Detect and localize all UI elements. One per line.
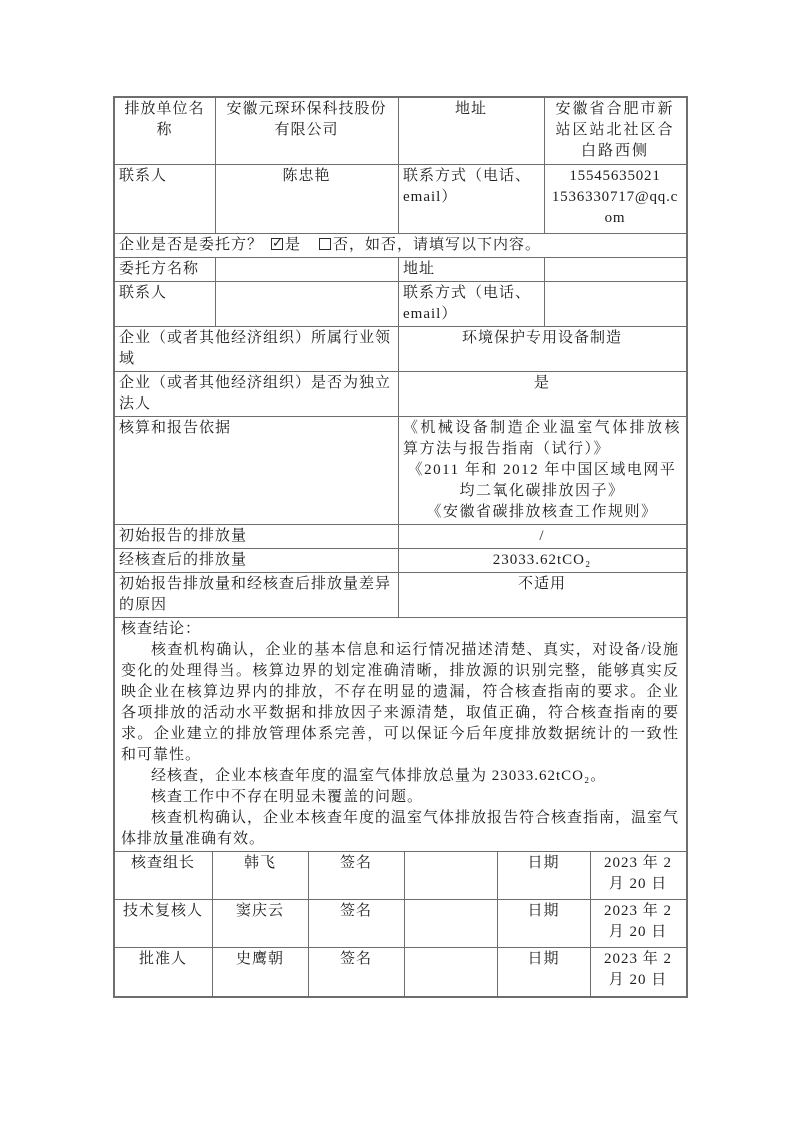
table-row-verified-emissions bbox=[115, 549, 686, 573]
contact-method-value bbox=[545, 165, 686, 233]
conclusion-cell bbox=[115, 618, 686, 851]
basis-value bbox=[399, 417, 686, 524]
client-contact-label: 联系人 bbox=[115, 282, 216, 326]
independent-legal-value: 是 bbox=[533, 375, 550, 391]
signature-date-value: 2023 年 2 月 20 日 bbox=[603, 951, 672, 988]
signature-role: 核查组长 bbox=[115, 852, 213, 899]
signature-role: 批准人 bbox=[115, 948, 213, 996]
conclusion-paragraph: 核查工作中不存在明显未覆盖的问题。 bbox=[151, 789, 424, 805]
unit-address-label: 地址 bbox=[399, 98, 545, 164]
table-row-signature-leader bbox=[115, 852, 686, 900]
basis-item: 《2011 年和 2012 年中国区域电网平均二氧化碳排放因子》 bbox=[407, 462, 677, 499]
conclusion-paragraph: 核查机构确认，企业本核查年度的温室气体排放报告符合核查指南，温室气体排放量准确有效。 bbox=[121, 810, 680, 847]
table-row-client-name bbox=[115, 258, 686, 282]
table-row-conclusion bbox=[115, 618, 686, 852]
conclusion-paragraph: 经核查，企业本核查年度的温室气体排放总量为 23033.62tCO₂。 bbox=[151, 768, 607, 784]
basis-item: 《机械设备制造企业温室气体排放核算方法与报告指南（试行）》 bbox=[403, 420, 681, 457]
contact-email: 1536330717@qq.com bbox=[551, 189, 679, 226]
signature-date-label: 日期 bbox=[498, 852, 591, 899]
signature-name: 韩飞 bbox=[213, 852, 309, 899]
contact-name: 陈忠艳 bbox=[216, 165, 399, 233]
delegation-question-cell bbox=[115, 234, 686, 257]
contact-phone: 15545635021 bbox=[569, 168, 661, 184]
table-row-delegation-question bbox=[115, 234, 686, 258]
table-row-independent-legal bbox=[115, 372, 686, 417]
industry-label: 企业（或者其他经济组织）所属行业领域 bbox=[115, 327, 399, 371]
industry-value: 环境保护专用设备制造 bbox=[461, 330, 622, 346]
verification-info-table bbox=[113, 96, 688, 998]
signature-date-value: 2023 年 2 月 20 日 bbox=[603, 855, 672, 892]
unit-name-label: 排放单位名称 bbox=[115, 98, 216, 164]
basis-item: 《安徽省碳排放核查工作规则》 bbox=[426, 504, 658, 520]
table-row-unit bbox=[115, 98, 686, 165]
difference-reason-value: 不适用 bbox=[517, 576, 566, 592]
verified-emissions-label: 经核查后的排放量 bbox=[115, 549, 399, 572]
table-row-client-contact bbox=[115, 282, 686, 327]
client-contact-value bbox=[216, 282, 399, 326]
signature-sign-value bbox=[405, 900, 498, 947]
client-name-label: 委托方名称 bbox=[115, 258, 216, 281]
table-row-basis bbox=[115, 417, 686, 525]
yes-checkbox-checked-icon[interactable] bbox=[271, 238, 283, 250]
signature-name: 史鹰朝 bbox=[213, 948, 309, 996]
signature-sign-label: 签名 bbox=[309, 948, 405, 996]
signature-sign-label: 签名 bbox=[309, 900, 405, 947]
conclusion-title: 核查结论： bbox=[121, 621, 202, 637]
unit-name-value: 安徽元琛环保科技股份有限公司 bbox=[216, 98, 399, 164]
client-address-label: 地址 bbox=[399, 258, 545, 281]
signature-name: 窦庆云 bbox=[213, 900, 309, 947]
conclusion-paragraph: 核查机构确认，企业的基本信息和运行情况描述清楚、真实，对设备/设施变化的处理得当。核算边界的划定准确清晰，排放源的识别完整，能够真实反映企业在核算边界内的排放，不存在明显的遗漏，符合核查指南的要求。企业各项排放的活动水平数据和排放因子来源清楚，取值正确，符合核查指南的要求。企业建立的排放管理体系完善，可以保证今后年度排放数据统计的一致性和可靠性。 bbox=[121, 642, 679, 763]
client-contact-method-label: 联系方式（电话、email） bbox=[399, 282, 545, 326]
client-name-value bbox=[216, 258, 399, 281]
unit-address-value: 安徽省合肥市新站区站北社区合白路西侧 bbox=[555, 101, 675, 159]
table-row-contact bbox=[115, 165, 686, 234]
client-address-value bbox=[545, 258, 686, 281]
contact-method-label: 联系方式（电话、email） bbox=[399, 165, 545, 233]
signature-date-value: 2023 年 2 月 20 日 bbox=[603, 903, 672, 940]
signature-date-label: 日期 bbox=[498, 900, 591, 947]
independent-legal-label: 企业（或者其他经济组织）是否为独立法人 bbox=[115, 372, 399, 416]
table-row-signature-approver bbox=[115, 948, 686, 996]
verified-emissions-value: 23033.62tCO₂ bbox=[492, 552, 592, 568]
signature-sign-value bbox=[405, 948, 498, 996]
basis-label: 核算和报告依据 bbox=[115, 417, 399, 524]
difference-reason-label: 初始报告排放量和经核查后排放量差异的原因 bbox=[115, 573, 399, 617]
table-row-initial-emissions bbox=[115, 525, 686, 549]
client-contact-method-value bbox=[545, 282, 686, 326]
table-row-industry bbox=[115, 327, 686, 372]
table-row-difference-reason bbox=[115, 573, 686, 618]
no-checkbox-icon[interactable] bbox=[319, 238, 331, 250]
signature-role: 技术复核人 bbox=[115, 900, 213, 947]
table-row-signature-reviewer bbox=[115, 900, 686, 948]
yes-label: 是 bbox=[285, 237, 302, 253]
initial-emissions-value: / bbox=[539, 528, 545, 544]
contact-label: 联系人 bbox=[115, 165, 216, 233]
signature-sign-value bbox=[405, 852, 498, 899]
no-label: 否，如否，请填写以下内容。 bbox=[333, 237, 542, 253]
initial-emissions-label: 初始报告的排放量 bbox=[115, 525, 399, 548]
delegation-question: 企业是否是委托方？ bbox=[119, 237, 264, 253]
signature-sign-label: 签名 bbox=[309, 852, 405, 899]
signature-date-label: 日期 bbox=[498, 948, 591, 996]
